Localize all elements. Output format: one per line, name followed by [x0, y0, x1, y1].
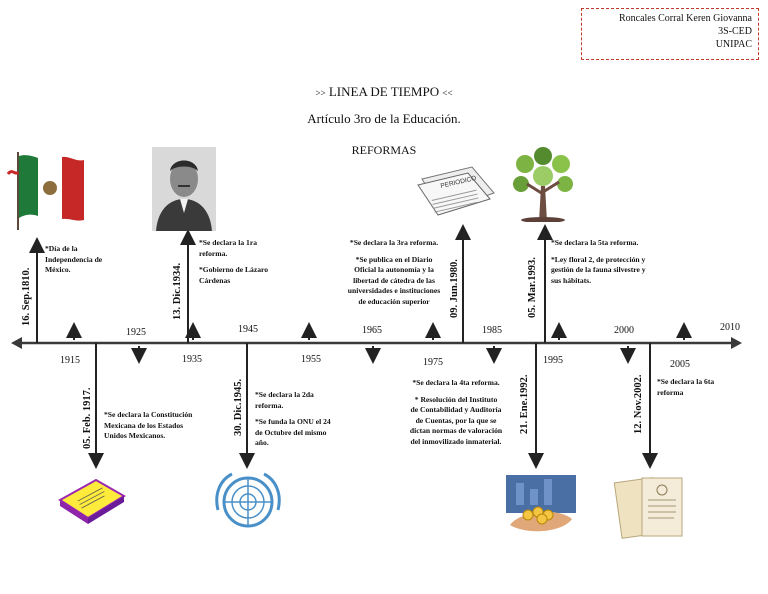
year-2005: 2005	[670, 359, 690, 370]
un-emblem-icon	[210, 470, 286, 534]
note-line: *Se declara la 4ta reforma.	[412, 378, 500, 387]
newspaper-label: PERIODICO	[439, 174, 477, 190]
note-line: *Día de la	[45, 244, 78, 253]
year-2000: 2000	[614, 325, 634, 336]
note-line: libertad de cátedra de las	[353, 275, 435, 285]
title-prefix: >>	[315, 88, 326, 98]
note-1992	[398, 378, 514, 447]
note-line: *Se declara la 1ra	[199, 238, 257, 247]
note-line: reforma.	[199, 248, 228, 258]
note-1810	[45, 244, 125, 276]
note-line: México.	[45, 265, 71, 274]
date-1917: 05. Feb. 1917.	[82, 387, 93, 449]
year-1945: 1945	[238, 324, 258, 335]
note-line: de educación superior	[358, 296, 430, 306]
note-line: del inmovilizado inmaterial.	[410, 436, 502, 446]
note-line: año.	[255, 438, 269, 447]
date-1810: 16. Sep.1810.	[21, 267, 32, 326]
date-1934: 13. Dic.1934.	[172, 262, 183, 320]
note-line: de Contabilidad y Auditoría	[410, 405, 502, 414]
note-line: *Se declara la 2da	[255, 390, 314, 399]
note-line: Oficial la autonomía y la	[354, 265, 434, 274]
year-1935: 1935	[182, 354, 202, 365]
author-school: UNIPAC	[715, 39, 752, 50]
date-1945: 30. Dic.1945.	[233, 378, 244, 436]
note-line: *Se funda la ONU el 24	[255, 417, 331, 426]
axis-arrow-left	[11, 337, 22, 349]
note-line: de Octubre del mismo	[255, 427, 327, 437]
note-line: *Se declara la 6ta	[657, 377, 715, 386]
newspaper-icon	[416, 163, 498, 217]
note-line: *Se declara la 3ra reforma.	[349, 238, 439, 247]
note-line: * Resolución del Instituto	[414, 394, 498, 404]
year-2010: 2010	[720, 322, 740, 333]
year-1965: 1965	[362, 325, 382, 336]
green-tree-icon	[509, 146, 579, 222]
note-line: *Gobierno de Lázaro	[199, 265, 269, 274]
constitution-book-icon	[56, 470, 126, 526]
note-line: *Ley floral 2, de protección y	[551, 254, 646, 264]
note-line: de Cuentas, por la que se	[415, 415, 497, 425]
documents-icon	[612, 470, 692, 548]
title-suffix: <<	[442, 88, 453, 98]
year-1955: 1955	[301, 354, 321, 365]
note-line: *Se declara la Constitución	[104, 410, 193, 419]
note-1945	[255, 390, 355, 455]
note-1917	[104, 410, 229, 442]
note-line: Independencia de	[45, 254, 103, 264]
date-1993: 05. Mar.1993.	[527, 257, 538, 318]
coins-hand-icon	[506, 475, 576, 535]
note-1993	[551, 238, 679, 286]
title-text: LINEA DE TIEMPO	[328, 84, 440, 99]
page-subtitle: Artículo 3ro de la Educación.	[307, 111, 461, 126]
author-name: Roncales Corral Keren Giovanna	[618, 13, 752, 24]
note-line: sus hábitats.	[551, 275, 592, 285]
date-2002: 12. Nov.2002.	[633, 374, 644, 434]
note-line: reforma	[657, 387, 684, 397]
year-1975: 1975	[423, 357, 443, 368]
note-1934	[199, 238, 299, 292]
note-line: Mexicana de los Estados	[104, 420, 184, 430]
note-line: gestión de la fauna silvestre y	[551, 265, 646, 274]
author-group: 3S-CED	[718, 26, 752, 37]
note-line: dictan normas de valoración	[409, 426, 503, 435]
year-1915: 1915	[60, 355, 80, 366]
note-2002	[657, 377, 737, 398]
year-1925: 1925	[126, 327, 146, 338]
note-line: *Se publica en el Diario	[355, 254, 433, 264]
year-1995: 1995	[543, 355, 563, 366]
note-1980	[332, 238, 456, 307]
note-line: reforma.	[255, 400, 284, 410]
note-line: Cárdenas	[199, 275, 231, 285]
section-title: REFORMAS	[351, 143, 417, 157]
year-1985: 1985	[482, 325, 502, 336]
portrait-icon	[152, 147, 216, 231]
note-line: Unidos Mexicanos.	[104, 431, 166, 440]
note-line: universidades e instituciones	[347, 286, 441, 295]
axis-arrow-right	[731, 337, 742, 349]
date-1992: 21. Ene.1992.	[519, 374, 530, 434]
date-1980: 09. Jun.1980.	[449, 259, 460, 318]
mexican-flag-icon	[4, 146, 86, 230]
note-line: *Se declara la 5ta reforma.	[551, 238, 639, 247]
